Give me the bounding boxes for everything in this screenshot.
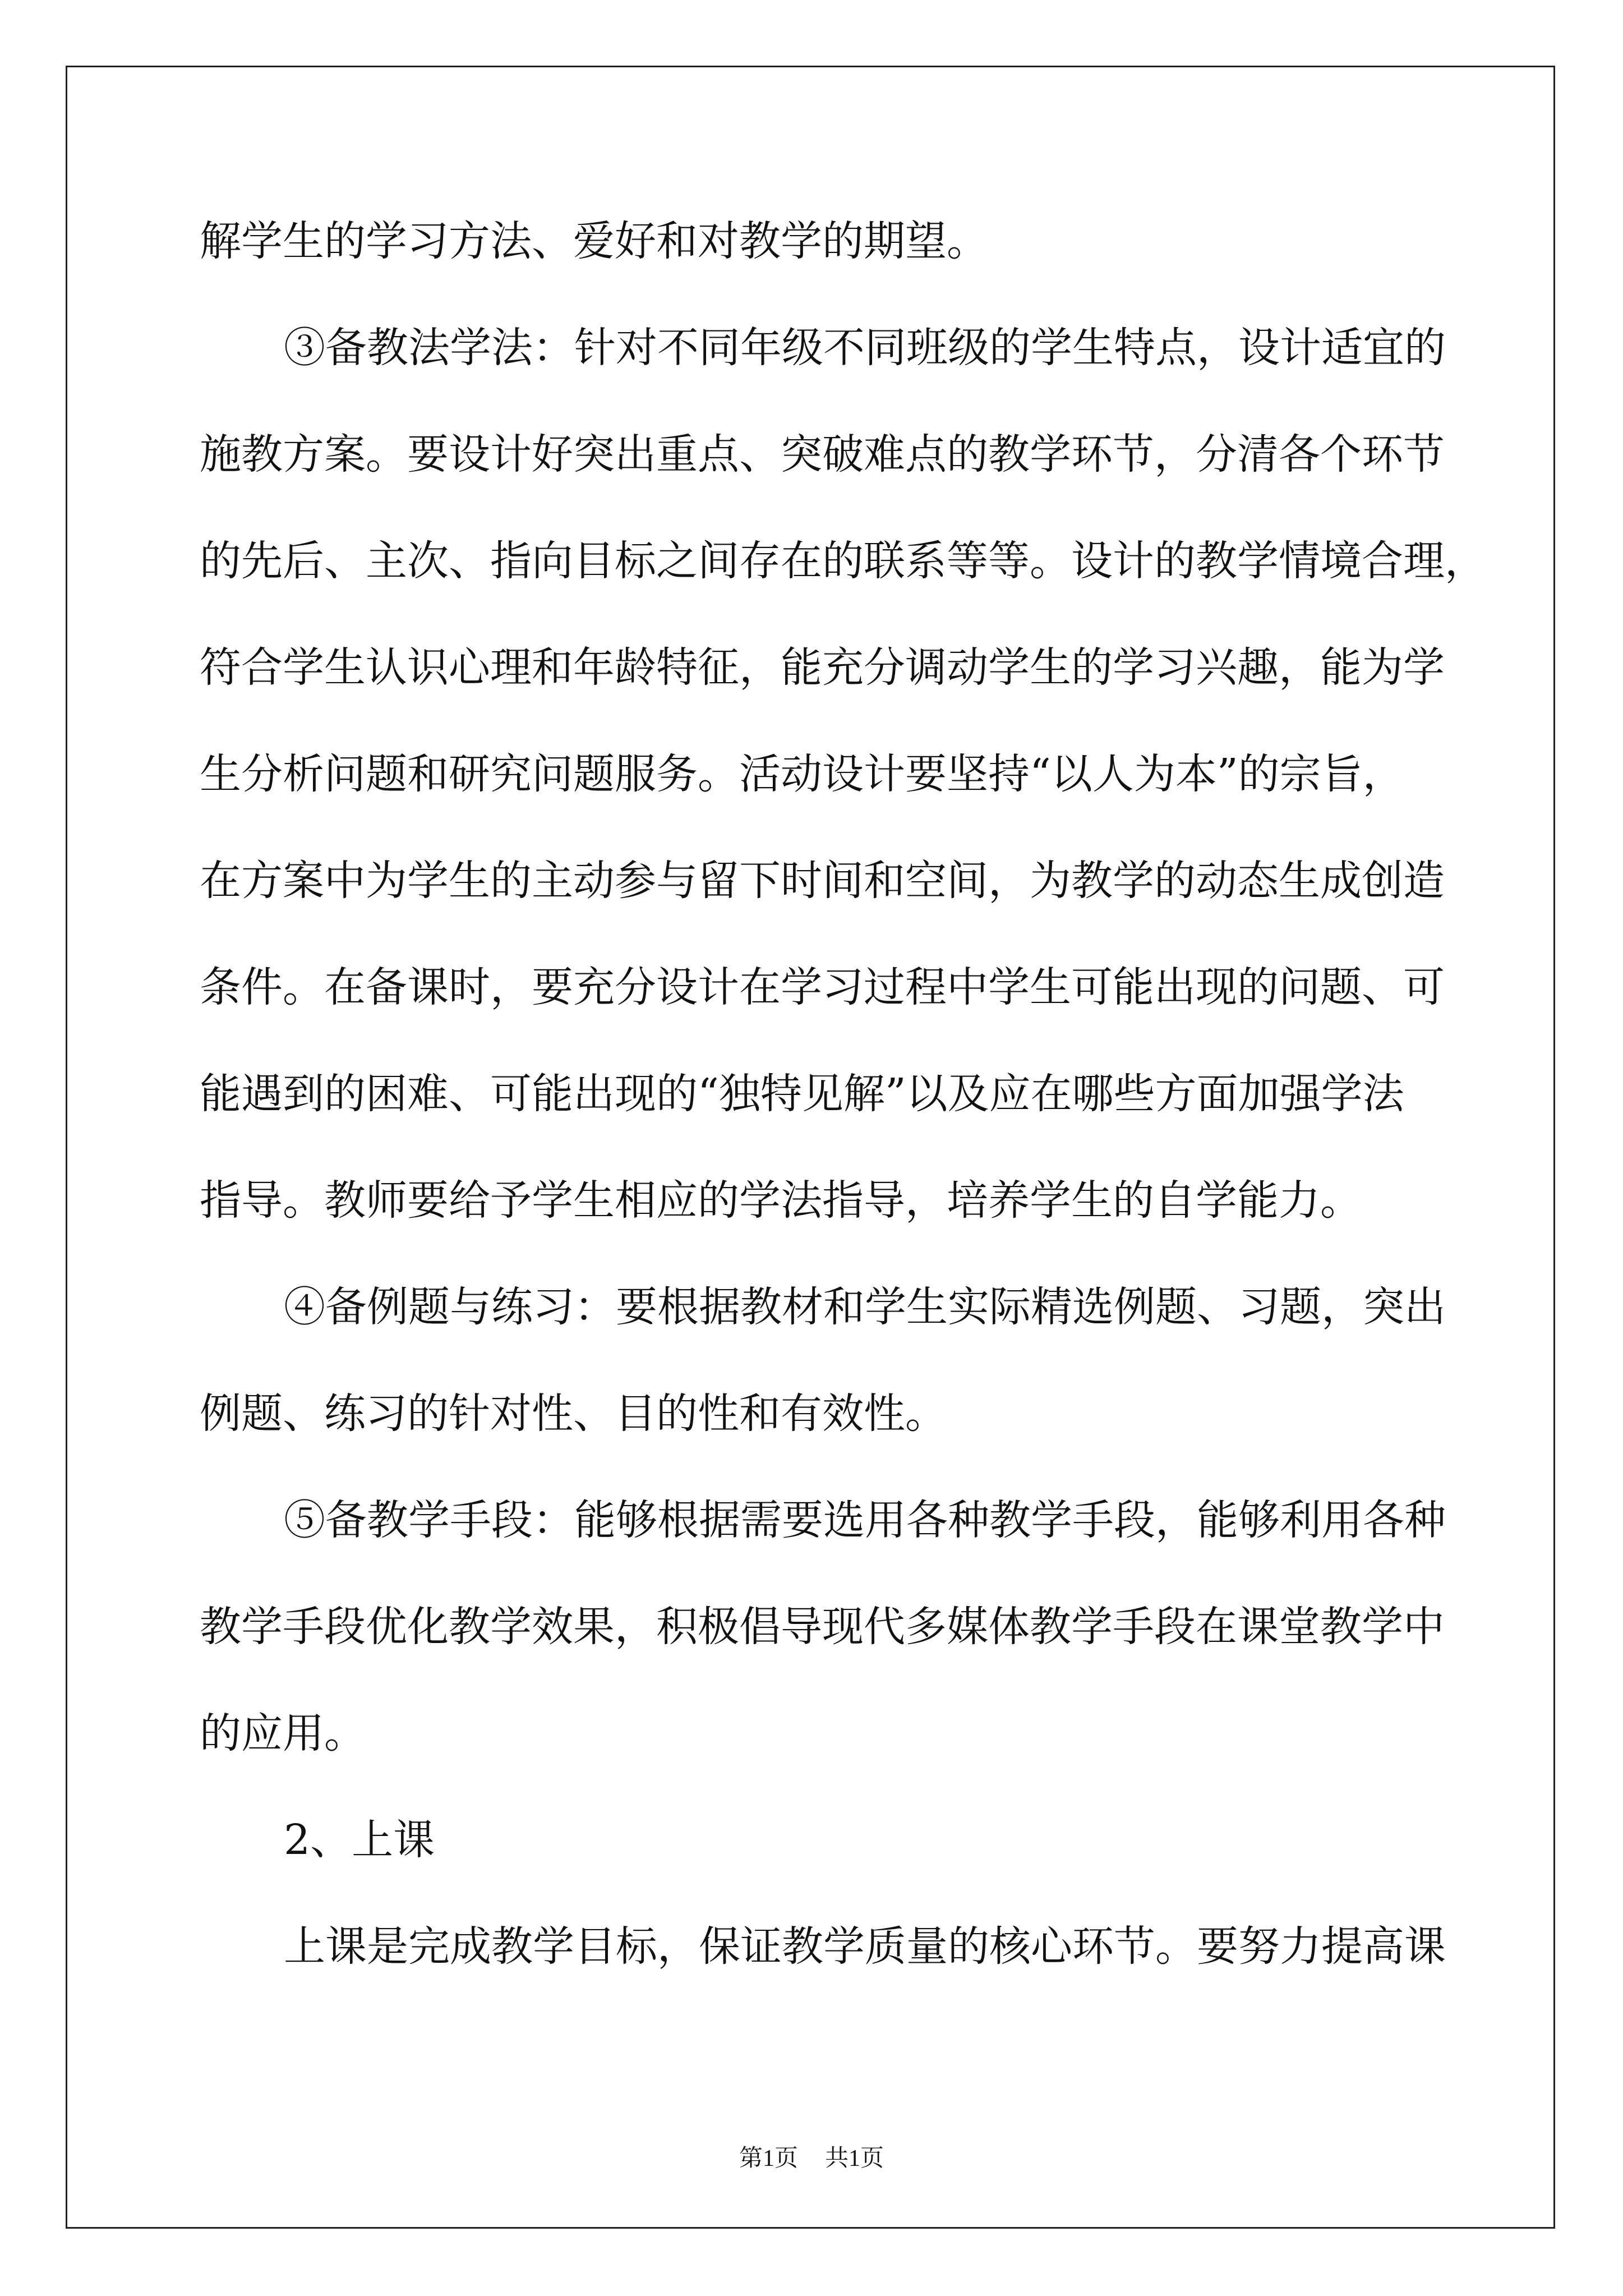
page-number: 第1页 (739, 2146, 798, 2171)
text-line: ⑤备教学手段：能够根据需要选用各种教学手段，能够利用各种 (284, 1496, 1446, 1544)
text-line: 解学生的学习方法、爱好和对教学的期望。 (200, 217, 988, 265)
document-body (200, 188, 1486, 2000)
page-footer (0, 2142, 1623, 2175)
text-line: 在方案中为学生的主动参与留下时间和空间，为教学的动态生成创造 (200, 857, 1445, 905)
page-total: 共1页 (825, 2146, 884, 2171)
text-line: 例题、练习的针对性、目的性和有效性。 (200, 1389, 947, 1438)
text-line: 教学手段优化教学效果，积极倡导现代多媒体教学手段在课堂教学中 (200, 1603, 1445, 1651)
text-line: ④备例题与练习：要根据教材和学生实际精选例题、习题，突出 (284, 1283, 1446, 1331)
text-line: 的应用。 (200, 1709, 366, 1757)
section-heading: 2、上课 (284, 1816, 435, 1864)
text-line: 指导。教师要给予学生相应的学法指导，培养学生的自学能力。 (200, 1176, 1362, 1225)
text-line: 的先后、主次、指向目标之间存在的联系等等。设计的教学情境合理， (200, 537, 1486, 585)
text-line: 能遇到的困难、可能出现的“独特见解”以及应在哪些方面加强学法 (200, 1070, 1404, 1118)
text-line: 生分析问题和研究问题服务。活动设计要坚持“以人为本”的宗旨， (200, 750, 1404, 798)
text-line: 条件。在备课时，要充分设计在学习过程中学生可能出现的问题、可 (200, 963, 1445, 1011)
text-line: 施教方案。要设计好突出重点、突破难点的教学环节，分清各个环节 (200, 430, 1445, 478)
text-line: ③备教法学法：针对不同年级不同班级的学生特点，设计适宜的 (284, 324, 1446, 372)
text-line: 符合学生认识心理和年龄特征，能充分调动学生的学习兴趣，能为学 (200, 643, 1445, 692)
text-line: 上课是完成教学目标，保证教学质量的核心环节。要努力提高课 (284, 1922, 1446, 1971)
